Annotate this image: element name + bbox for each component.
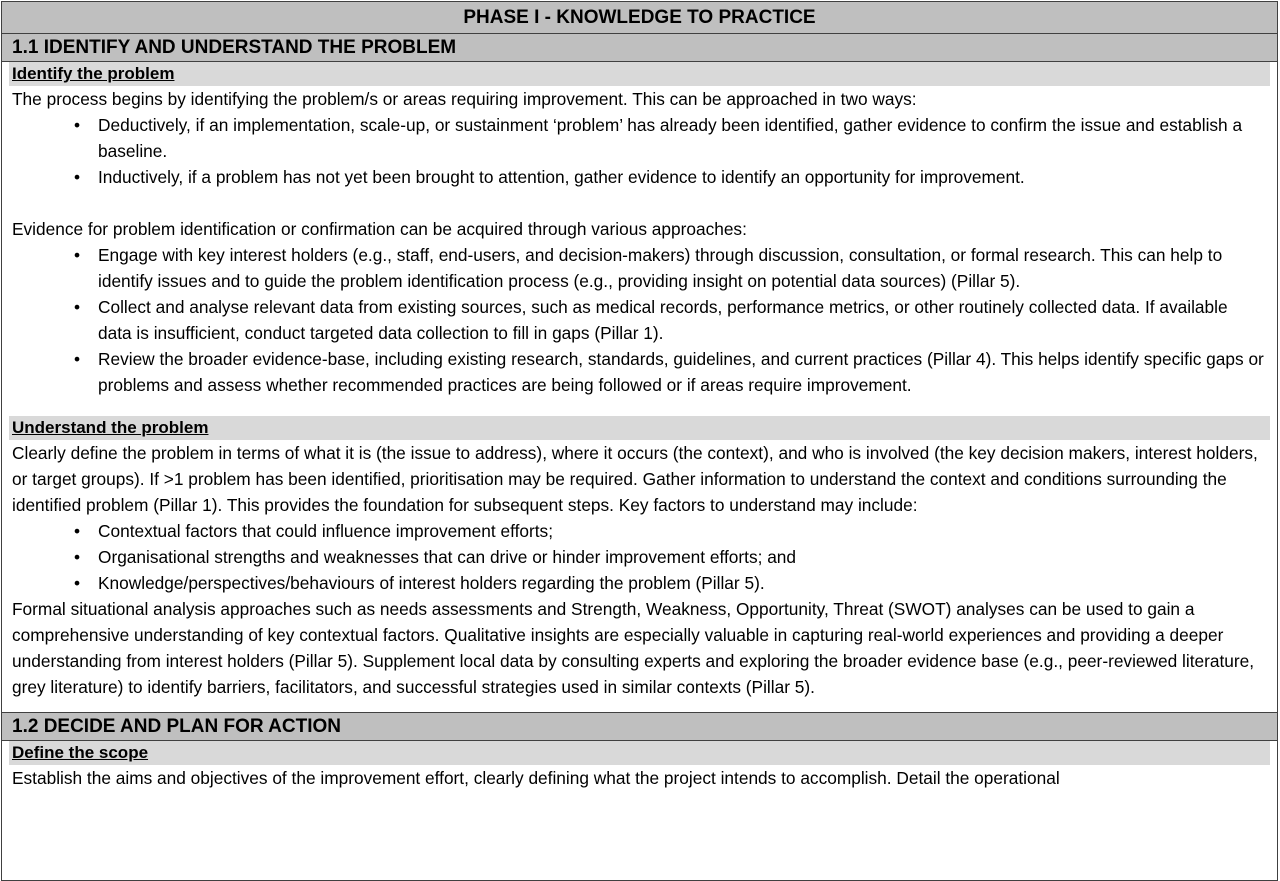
- factors-list: [2, 518, 1277, 596]
- section-title-1-1: 1.1 IDENTIFY AND UNDERSTAND THE PROBLEM: [2, 34, 1277, 62]
- list-item: • Knowledge/perspectives/behaviours of interest holders regarding the problem (Pillar 5).: [98, 570, 1265, 596]
- understand-intro: Clearly define the problem in terms of what it is (the issue to address), where it occurs (the context), and who is involved (the key decision makers, interest holders, or target groups). If >1 problem has been identified, prioritisation may be required. Gather information to understand the context and conditions surrounding the identified problem (Pillar 1). This provides the foundation for subsequent steps. Key factors to understand may include:: [12, 443, 1258, 515]
- list-item: • Contextual factors that could influence improvement efforts;: [98, 518, 1265, 544]
- list-item: • Organisational strengths and weaknesses that can drive or hinder improvement efforts; and: [98, 544, 1265, 570]
- document-table: [1, 1, 1278, 881]
- list-item: • Inductively, if a problem has not yet been brought to attention, gather evidence to identify an opportunity for improvement.: [98, 164, 1265, 190]
- understand-outro: Formal situational analysis approaches such as needs assessments and Strength, Weakness, Opportunity, Threat (SWOT) analyses can be used to gain a comprehensive understanding of key contextual factors. Qualitative insights are especially valuable in capturing real-world experiences and providing a deeper understanding from interest holders (Pillar 5). Supplement local data by consulting experts and exploring the broader evidence base (e.g., peer-reviewed literature, grey literature) to identify barriers, facilitators, and successful strategies used in similar contexts (Pillar 5).: [12, 599, 1255, 697]
- evidence-intro: Evidence for problem identification or confirmation can be acquired through various approaches:: [12, 219, 747, 239]
- scope-intro: Establish the aims and objectives of the improvement effort, clearly defining what the project intends to accomplish. Detail the operational: [12, 768, 1060, 788]
- subheading-define-scope: Define the scope: [9, 741, 1270, 765]
- evidence-list: [2, 242, 1277, 398]
- section-title-1-2: 1.2 DECIDE AND PLAN FOR ACTION: [2, 712, 1277, 741]
- list-item: • Collect and analyse relevant data from existing sources, such as medical records, performance metrics, or other routinely collected data. If available data is insufficient, conduct targeted data collection to fill in gaps (Pillar 1).: [98, 294, 1265, 346]
- ways-list: [2, 112, 1277, 190]
- phase-title: PHASE I - KNOWLEDGE TO PRACTICE: [2, 2, 1277, 34]
- list-item: • Engage with key interest holders (e.g., staff, end-users, and decision-makers) through discussion, consultation, or formal research. This can help to identify issues and to guide the problem identification process (e.g., providing insight on potential data sources) (Pillar 5).: [98, 242, 1265, 294]
- subheading-understand-problem: Understand the problem: [9, 416, 1270, 440]
- list-item: • Review the broader evidence-base, including existing research, standards, guidelines, and current practices (Pillar 4). This helps identify specific gaps or problems and assess whether recommended practices are being followed or if areas require improvement.: [98, 346, 1265, 398]
- list-item: • Deductively, if an implementation, scale-up, or sustainment ‘problem’ has already been identified, gather evidence to confirm the issue and establish a baseline.: [98, 112, 1265, 164]
- subheading-identify-problem: Identify the problem: [9, 62, 1270, 86]
- identify-intro: The process begins by identifying the problem/s or areas requiring improvement. This can be approached in two ways:: [12, 89, 917, 109]
